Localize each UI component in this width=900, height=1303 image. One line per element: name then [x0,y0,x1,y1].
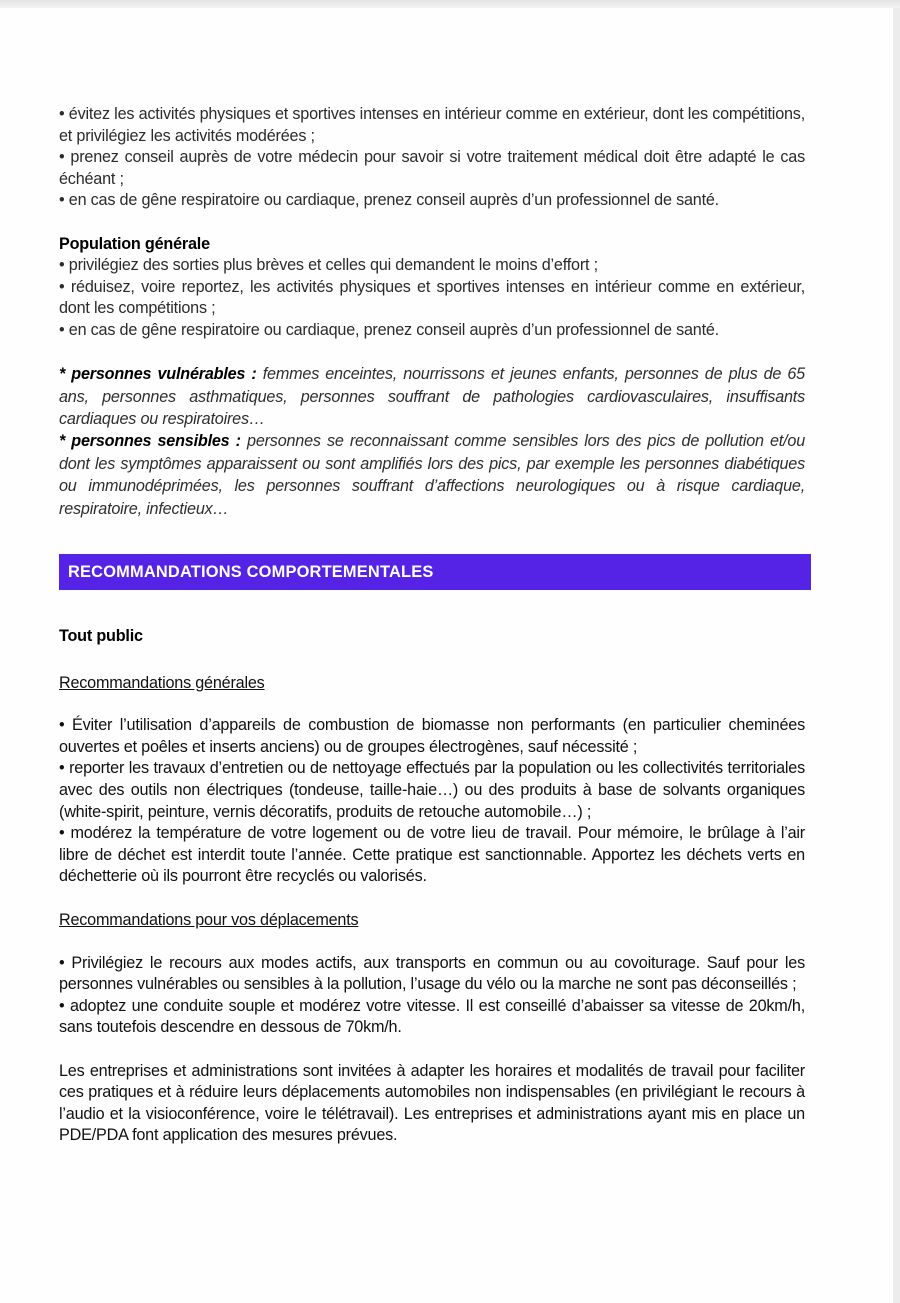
bullet-item: • prenez conseil auprès de votre médecin pour savoir si votre traitement médical doit être adapté le cas échéant ; [59,148,805,188]
bullet-item: • Éviter l’utilisation d’appareils de combustion de biomasse non performants (en particulier cheminées ouvertes et poêles et inserts anciens) ou de groupes électrogènes, sauf nécessité ; [59,716,805,756]
general-recommendations-list [59,715,805,888]
definition-term: * personnes vulnérables : [59,365,257,384]
bullet-item: • en cas de gêne respiratoire ou cardiaque, prenez conseil auprès d’un professionnel de santé. [59,191,719,210]
top-shadow-band [0,0,900,8]
bullet-item: • en cas de gêne respiratoire ou cardiaque, prenez conseil auprès d’un professionnel de santé. [59,320,719,339]
definition-term: * personnes sensibles : [59,432,241,451]
section-banner: RECOMMANDATIONS COMPORTEMENTALES [59,554,811,590]
bullet-item: • reporter les travaux d’entretien ou de nettoyage effectués par la population ou les collectivités territoriales avec des outils non électriques (tondeuse, taille-haie…) ou des produits à base de solvants organiques (white-spirit, peinture, vernis décoratifs, produits de retouche automobile…) ; [59,759,805,821]
right-edge-scroll-area[interactable] [892,8,900,1303]
document-page [0,8,893,1303]
bullet-item: • adoptez une conduite souple et modérez votre vitesse. Il est conseillé d’abaisser sa vitesse de 20km/h, sans toutefois descendre en dessous de 70km/h. [59,996,805,1037]
section-title: Population générale [59,234,210,253]
definitions [59,363,805,520]
bullet-item: • privilégiez des sorties plus brèves et celles qui demandent le moins d’effort ; [59,256,598,275]
population-generale-section [59,234,805,342]
definition-vulnerables [59,363,805,430]
general-recommendations-heading: Recommandations générales [59,673,265,692]
document-content [59,104,805,1147]
bullet-item: • Privilégiez le recours aux modes actifs, aux transports en commun ou au covoiturage. Sauf pour les personnes vulnérables ou sensibles à la pollution, l’usage du vélo ou la marche ne sont pas déconseillés ; [59,953,805,994]
definition-sensibles [59,430,805,520]
tout-public-title: Tout public [59,626,143,645]
bullet-item: • réduisez, voire reportez, les activités physiques et sportives intenses en intérieur comme en extérieur, dont les compétitions ; [59,277,805,318]
bullet-item: • modérez la température de votre logement ou de votre lieu de travail. Pour mémoire, le brûlage à l’air libre de déchet est interdit toute l’année. Cette pratique est sanctionnable. Apportez les déchets verts en déchetterie où ils pourront être recyclés ou valorisés. [59,824,805,886]
definition-text: personnes se reconnaissant comme sensibles lors des pics de pollution et/ou dont les symptômes apparaissent ou sont amplifiés lors des pics, par exemple les personnes diabétiques ou immunodéprimées, les personnes souffrant d’affections neurologiques ou à risque cardiaque, respiratoire, infectieux… [59,432,805,518]
vulnerables-recommendations [59,104,805,212]
companies-paragraph: Les entreprises et administrations sont invitées à adapter les horaires et modalités de travail pour faciliter ces pratiques et à réduire leurs déplacements automobiles non indispensables (en privilégiant le recours à l’audio et la visioconférence, voire le télétravail). Les entreprises et administrations ayant mis en place un PDE/PDA font application des mesures prévues. [59,1061,805,1145]
bullet-item: • évitez les activités physiques et sportives intenses en intérieur comme en extérieur, dont les compétitions, et privilégiez les activités modérées ; [59,105,805,145]
travel-recommendations-heading: Recommandations pour vos déplacements [59,910,359,929]
travel-recommendations-list [59,953,805,1039]
definition-text: femmes enceintes, nourrissons et jeunes enfants, personnes de plus de 65 ans, personnes asthmatiques, personnes souffrant de pathologies cardiovasculaires, insuffisants cardiaques ou respiratoires… [59,365,805,428]
